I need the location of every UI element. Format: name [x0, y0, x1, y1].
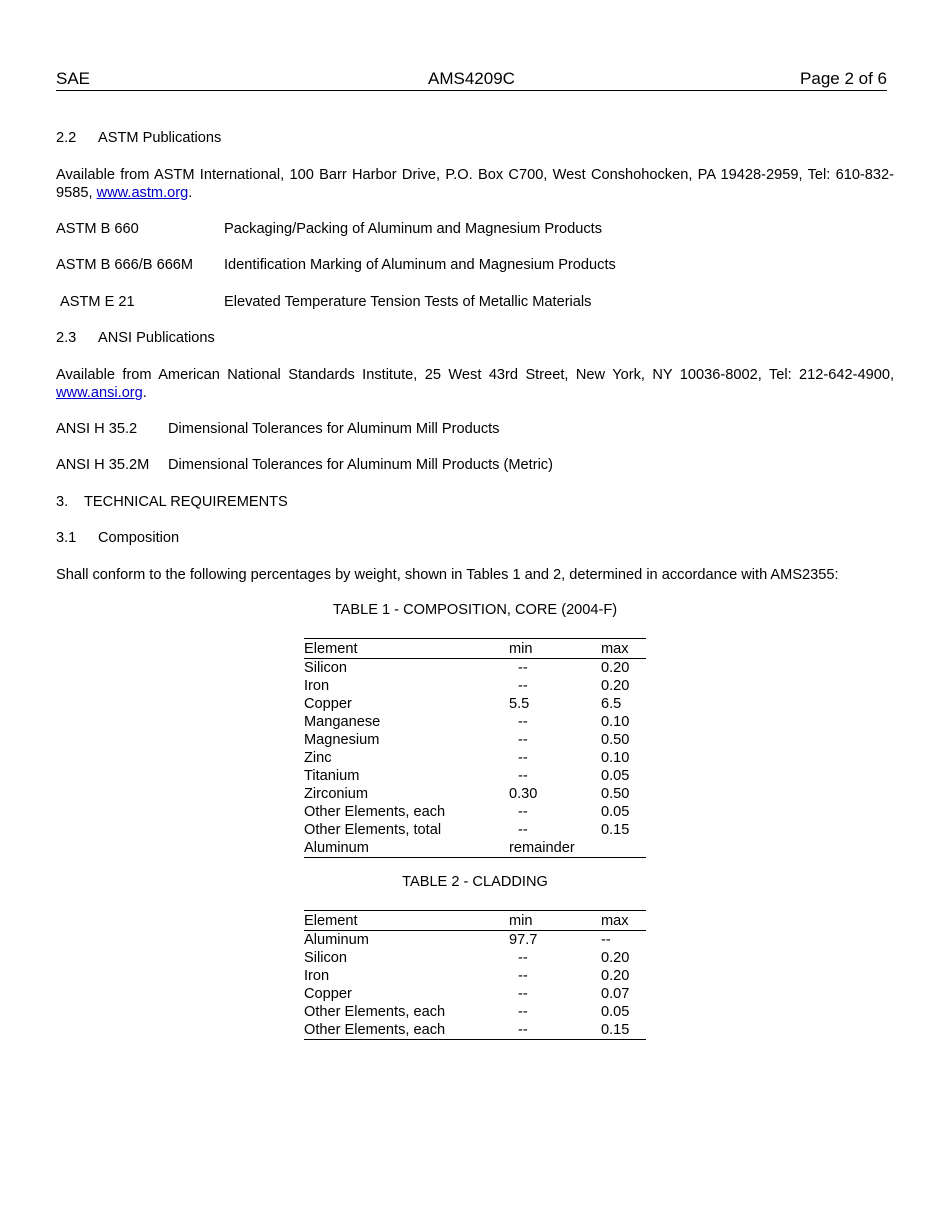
element-cell: Copper — [304, 986, 352, 1002]
column-header: min — [509, 641, 533, 657]
table-row — [304, 767, 646, 785]
table-row — [304, 713, 646, 731]
max-cell: 0.05 — [601, 804, 630, 820]
max-cell — [601, 839, 646, 858]
min-cell: -- — [518, 804, 528, 820]
section-3-1-heading — [56, 529, 179, 547]
max-cell: 0.50 — [601, 786, 630, 802]
min-cell: -- — [518, 950, 528, 966]
table-row — [304, 967, 646, 985]
min-cell: -- — [518, 1022, 528, 1038]
column-header: Element — [304, 913, 358, 929]
max-cell: 0.05 — [601, 1004, 630, 1020]
min-cell: -- — [518, 768, 528, 784]
table-row — [304, 931, 646, 950]
reference-title: Dimensional Tolerances for Aluminum Mill Products (Metric) — [168, 457, 553, 473]
element-cell: Other Elements, total — [304, 822, 442, 838]
max-cell: 0.15 — [601, 822, 630, 838]
punctuation: . — [188, 185, 193, 201]
min-cell: -- — [518, 714, 528, 730]
table-row — [304, 949, 646, 967]
table-row — [304, 839, 646, 858]
table-row — [304, 1003, 646, 1021]
table-header-row — [304, 639, 646, 659]
max-cell: 6.5 — [601, 696, 622, 712]
max-cell: 0.07 — [601, 986, 630, 1002]
table-row — [304, 1021, 646, 1040]
element-cell: Iron — [304, 968, 330, 984]
page-header — [56, 68, 887, 91]
min-cell: -- — [518, 968, 528, 984]
element-cell: Copper — [304, 696, 352, 712]
column-header: Element — [304, 641, 358, 657]
element-cell: Zinc — [304, 750, 332, 766]
min-cell: 97.7 — [509, 932, 538, 948]
header-org: SAE — [56, 69, 91, 88]
section-2-2-heading — [56, 129, 221, 147]
table-1-caption: TABLE 1 - COMPOSITION, CORE (2004-F) — [332, 602, 618, 618]
table-row — [304, 677, 646, 695]
min-cell: -- — [518, 660, 528, 676]
reference-code: ASTM E 21 — [60, 294, 135, 310]
table-2-caption: TABLE 2 - CLADDING — [402, 874, 548, 890]
punctuation: . — [142, 385, 147, 401]
reference-code: ASTM B 666/B 666M — [56, 257, 194, 273]
section-3-heading — [56, 493, 288, 511]
section-number: 2.3 — [56, 330, 77, 346]
ansi-link[interactable]: www.ansi.org — [56, 385, 143, 401]
section-title: Composition — [98, 530, 180, 546]
section-title: TECHNICAL REQUIREMENTS — [84, 494, 288, 510]
min-cell: 0.30 — [509, 786, 538, 802]
max-cell: 0.10 — [601, 750, 630, 766]
element-cell: Aluminum — [304, 932, 369, 948]
table-row — [304, 985, 646, 1003]
section-title: ANSI Publications — [98, 330, 215, 346]
element-cell: Manganese — [304, 714, 381, 730]
element-cell: Silicon — [304, 950, 347, 966]
column-header: max — [601, 913, 629, 929]
composition-statement: Shall conform to the following percentages by weight, shown in Tables 1 and 2, determined in accordance with AMS2355: — [56, 567, 839, 583]
reference-code: ANSI H 35.2 — [56, 421, 138, 437]
element-cell: Other Elements, each — [304, 1004, 446, 1020]
max-cell: 0.20 — [601, 968, 630, 984]
max-cell: 0.05 — [601, 768, 630, 784]
min-cell: -- — [518, 986, 528, 1002]
table-row — [304, 803, 646, 821]
astm-availability-text: Available from ASTM International, 100 Barr Harbor Drive, P.O. Box C700, West Conshohocken, PA 19428-2959, Tel: 610-832-9585, — [56, 167, 894, 201]
element-cell: Magnesium — [304, 732, 380, 748]
table-row — [304, 731, 646, 749]
element-cell: Titanium — [304, 768, 360, 784]
element-cell: Iron — [304, 678, 330, 694]
ansi-availability-paragraph — [56, 366, 894, 402]
max-cell: 0.10 — [601, 714, 630, 730]
reference-title: Elevated Temperature Tension Tests of Metallic Materials — [224, 294, 592, 310]
table-row — [304, 695, 646, 713]
header-doc-id: AMS4209C — [428, 69, 515, 88]
table-row — [304, 785, 646, 803]
section-number: 3.1 — [56, 530, 77, 546]
section-number: 3. — [56, 494, 69, 510]
reference-title: Packaging/Packing of Aluminum and Magnesium Products — [224, 221, 603, 237]
max-cell: 0.20 — [601, 660, 630, 676]
table-row — [304, 821, 646, 839]
max-cell: 0.15 — [601, 1022, 630, 1038]
table-header-row — [304, 911, 646, 931]
max-cell: 0.20 — [601, 678, 630, 694]
element-cell: Zirconium — [304, 786, 369, 802]
element-cell: Silicon — [304, 660, 347, 676]
max-cell: -- — [601, 932, 611, 948]
reference-title: Identification Marking of Aluminum and Magnesium Products — [224, 257, 616, 273]
reference-code: ANSI H 35.2M — [56, 457, 150, 473]
section-2-3-heading — [56, 329, 215, 347]
table-row — [304, 749, 646, 767]
column-header: min — [509, 913, 533, 929]
table-2-cladding — [304, 910, 646, 1040]
astm-availability-paragraph — [56, 166, 894, 202]
max-cell: 0.50 — [601, 732, 630, 748]
header-page-number: Page 2 of 6 — [800, 69, 887, 88]
min-cell: -- — [518, 678, 528, 694]
max-cell: 0.20 — [601, 950, 630, 966]
column-header: max — [601, 641, 629, 657]
min-cell: remainder — [509, 840, 575, 856]
min-cell: -- — [518, 750, 528, 766]
min-cell: -- — [518, 732, 528, 748]
table-1-composition-core — [304, 638, 646, 858]
reference-code: ASTM B 660 — [56, 221, 139, 237]
section-number: 2.2 — [56, 130, 77, 146]
ansi-availability-text: Available from American National Standards Institute, 25 West 43rd Street, New York, NY 10036-8002, Tel: 212-642-4900, — [56, 367, 894, 383]
section-title: ASTM Publications — [98, 130, 222, 146]
astm-link[interactable]: www.astm.org — [96, 185, 189, 201]
reference-title: Dimensional Tolerances for Aluminum Mill Products — [168, 421, 500, 437]
element-cell: Other Elements, each — [304, 1022, 446, 1038]
table-row — [304, 659, 646, 678]
min-cell: -- — [518, 1004, 528, 1020]
min-cell: 5.5 — [509, 696, 530, 712]
element-cell: Other Elements, each — [304, 804, 446, 820]
element-cell: Aluminum — [304, 840, 369, 856]
min-cell: -- — [518, 822, 528, 838]
